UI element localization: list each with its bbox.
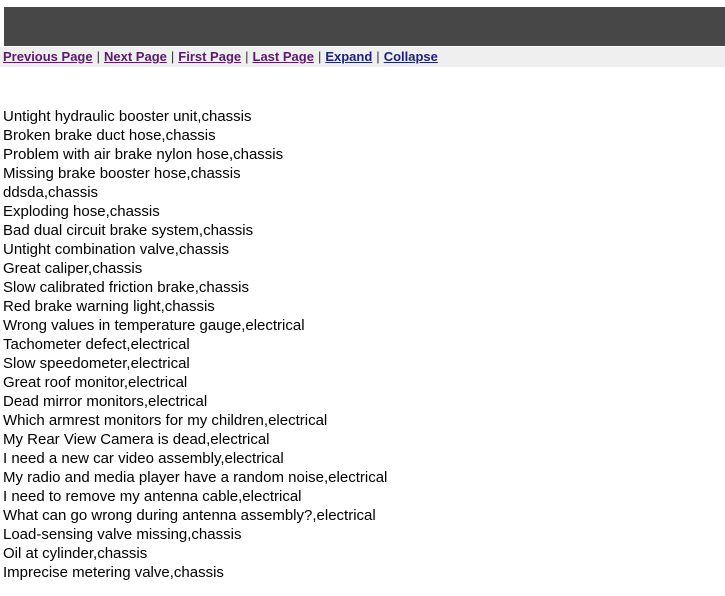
previous-page-link[interactable]: Previous Page [3,49,93,64]
list-item: Problem with air brake nylon hose,chassis [3,146,284,163]
first-page-link[interactable]: First Page [178,49,242,64]
list-item: Oil at cylinder,chassis [3,545,148,562]
list-item: Which armrest monitors for my children,electrical [3,412,328,429]
issue-list [3,107,387,582]
header-bar [4,7,725,46]
list-item: Great roof monitor,electrical [3,374,188,391]
list-item: Great caliper,chassis [3,260,143,277]
nav-separator: | [317,49,322,64]
list-item: Slow speedometer,electrical [3,355,190,372]
list-item: I need a new car video assembly,electrical [3,450,284,467]
nav-separator: | [245,49,249,64]
list-item: Dead mirror monitors,electrical [3,393,208,410]
list-item: Untight hydraulic booster unit,chassis [3,108,252,125]
list-item: Bad dual circuit brake system,chassis [3,222,254,239]
list-item: Imprecise metering valve,chassis [3,564,224,581]
list-item: Broken brake duct hose,chassis [3,127,216,144]
nav-separator: | [96,49,100,64]
list-item: Untight combination valve,chassis [3,241,229,258]
last-page-link[interactable]: Last Page [252,49,314,64]
pagination-nav [0,47,725,67]
list-item: Red brake warning light,chassis [3,298,215,315]
list-item: Exploding hose,chassis [3,203,160,220]
list-item: Slow calibrated friction brake,chassis [3,279,249,296]
next-page-link[interactable]: Next Page [104,49,167,64]
list-item: What can go wrong during antenna assembly?,electrical [3,507,376,524]
expand-link[interactable]: Expand [325,49,373,64]
list-item: ddsda,chassis [3,184,99,201]
list-item: Tachometer defect,electrical [3,336,190,353]
list-item: Load-sensing valve missing,chassis [3,526,242,543]
list-item: I need to remove my antenna cable,electrical [3,488,302,505]
list-item: My radio and media player have a random noise,electrical [3,469,388,486]
list-item: My Rear View Camera is dead,electrical [3,431,270,448]
list-item: Wrong values in temperature gauge,electrical [3,317,305,334]
nav-separator: | [376,49,380,64]
collapse-link[interactable]: Collapse [383,49,438,64]
list-item: Missing brake booster hose,chassis [3,165,241,182]
nav-separator: | [170,49,175,64]
